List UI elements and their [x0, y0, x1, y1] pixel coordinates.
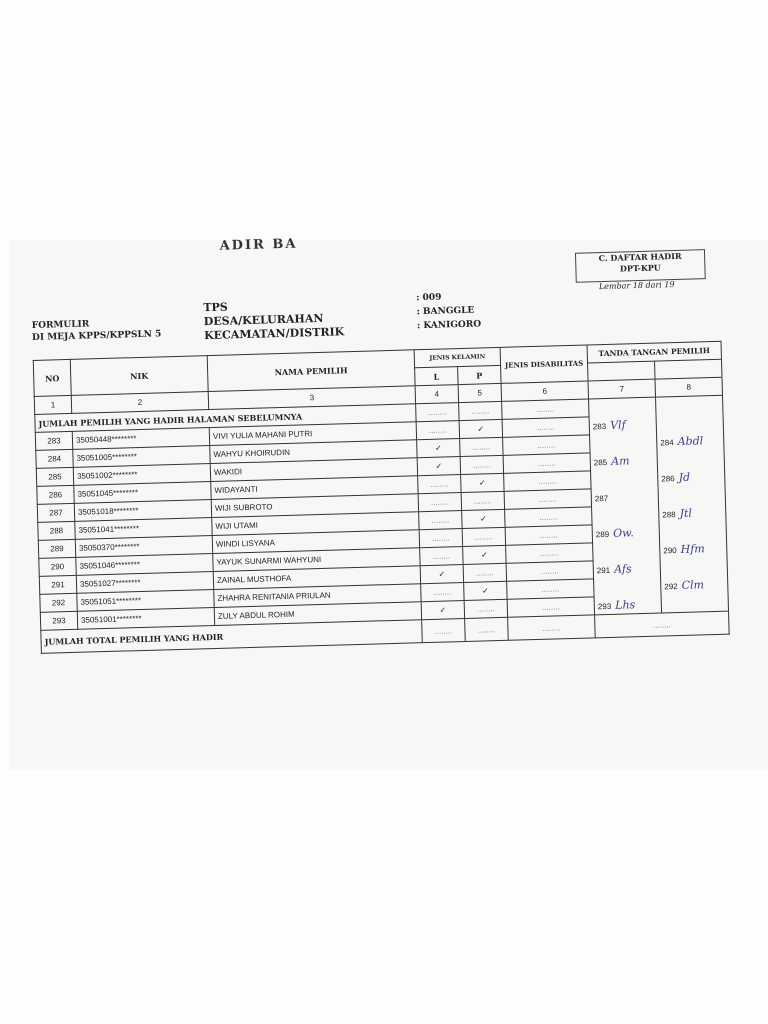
col-p-header: P [458, 365, 501, 384]
col-num-7: 7 [588, 379, 655, 399]
row-signature-col7 [593, 541, 660, 561]
row-no: 286 [37, 485, 74, 504]
row-l-mark: ........ [418, 475, 461, 494]
row-l-mark: ........ [416, 421, 459, 440]
handwritten-signature: Jd [678, 470, 691, 484]
row-signature-col8 [658, 485, 725, 505]
prev-total-label: JUMLAH PEMILIH YANG HADIR HALAMAN SEBELUMNYA [35, 404, 416, 433]
prev-total-p: ........ [459, 401, 502, 420]
col-jk-header: JENIS KELAMIN [414, 347, 500, 367]
row-nama: WAHYU KHOIRUDIN [210, 440, 417, 464]
row-nama: WAKIDI [210, 458, 417, 482]
row-signature-col8 [660, 539, 727, 559]
row-nama: WIJI SUBROTO [211, 494, 418, 518]
row-disabilitas: ........ [503, 435, 590, 455]
signature-number: 291 [596, 565, 611, 576]
signature-number: 288 [662, 510, 676, 520]
row-nama: WIDAYANTI [211, 476, 418, 500]
row-signature-col8 [658, 467, 725, 487]
row-l-mark: ✓ [417, 439, 460, 458]
handwritten-signature: Jtl [679, 506, 693, 520]
form-code-box [575, 249, 706, 283]
col-num-8: 8 [655, 377, 722, 397]
row-signature-col7 [592, 505, 659, 525]
col-ttd-spacer-2 [655, 359, 722, 379]
row-signature-col8 [657, 431, 724, 451]
cut-heading-fragment: ADIR BA [219, 236, 298, 254]
row-signature-col7 [590, 433, 657, 453]
row-nama: ZHAHRA RENITANIA PRIULAN [214, 584, 421, 608]
row-nama: VIVI YULIA MAHANI PUTRI [209, 422, 416, 446]
prev-total-sig-2 [656, 395, 723, 415]
row-no: 289 [38, 539, 75, 558]
row-nik: 35051027******** [76, 572, 213, 594]
signature-number: 284 [660, 438, 674, 448]
signature-number: 293 [597, 601, 612, 612]
signature-number: 292 [664, 582, 678, 592]
row-disabilitas: ........ [507, 579, 594, 599]
row-signature-col7 [594, 577, 661, 597]
desa-label: DESA/KELURAHAN [203, 311, 324, 329]
signature-number: 289 [595, 529, 610, 540]
row-signature-col8 [659, 503, 726, 523]
row-nama: ZULY ABDUL ROHIM [214, 602, 421, 626]
row-signature-col8 [659, 521, 726, 541]
row-disabilitas: ........ [504, 471, 591, 491]
row-disabilitas: ........ [504, 489, 591, 509]
form-code-line1: C. DAFTAR HADIR [598, 250, 682, 264]
row-signature-col7 [590, 451, 657, 471]
row-disabilitas: ........ [503, 453, 590, 473]
handwritten-signature: Hfm [680, 542, 705, 556]
row-disabilitas: ........ [505, 507, 592, 527]
row-l-mark: ✓ [420, 565, 463, 584]
col-num-1: 1 [34, 395, 71, 414]
col-num-5: 5 [458, 383, 501, 402]
row-signature-col7 [591, 469, 658, 489]
voter-table [33, 341, 730, 654]
row-signature-col7 [591, 487, 658, 507]
signature-number: 286 [661, 474, 675, 484]
tps-label: TPS [203, 300, 228, 315]
row-l-mark: ........ [420, 547, 463, 566]
col-disabilitas-header: JENIS DISABILITAS [500, 345, 588, 383]
handwritten-signature: Am [610, 454, 630, 468]
col-nik-header: NIK [70, 356, 208, 396]
row-disabilitas: ........ [506, 561, 593, 581]
row-p-mark: ........ [463, 563, 506, 582]
kecamatan-label: KECAMATAN/DISTRIK [203, 325, 345, 343]
row-l-mark: ✓ [417, 457, 460, 476]
tps-value: : 009 [416, 292, 442, 304]
row-signature-col8 [656, 413, 723, 433]
row-nik: 35051051******** [77, 589, 214, 611]
col-ttd-spacer-1 [588, 361, 655, 381]
row-nik: 35051046******** [76, 554, 213, 576]
row-p-mark: ........ [460, 455, 503, 474]
col-l-header: L [415, 367, 458, 386]
signature-number: 283 [592, 421, 607, 432]
col-num-2: 2 [71, 392, 208, 414]
row-nik: 35051041******** [75, 518, 212, 540]
col-no-header: NO [33, 359, 71, 396]
handwritten-signature: Vlf [609, 418, 626, 432]
location-values [416, 289, 481, 333]
row-no: 288 [38, 521, 75, 540]
row-nik: 35050448******** [72, 428, 209, 450]
row-p-mark: ✓ [459, 419, 502, 438]
row-p-mark: ........ [462, 527, 505, 546]
total-p: ........ [465, 617, 509, 641]
row-signature-col7 [593, 559, 660, 579]
page-note: Lembar 18 dari 19 [598, 280, 675, 292]
col-num-6: 6 [501, 381, 588, 401]
signature-number: 287 [594, 493, 609, 504]
col-num-4: 4 [415, 385, 458, 404]
attendance-form [30, 236, 741, 681]
row-p-mark: ........ [460, 437, 503, 456]
form-code-line2: DPT-KPU [619, 262, 661, 274]
row-p-mark: ........ [464, 599, 507, 618]
row-nama: YAYUK SUNARMI WAHYUNI [213, 548, 420, 572]
row-nik: 35051001******** [77, 607, 214, 629]
row-nama: WINDI LISYANA [212, 530, 419, 554]
prev-total-disabilitas: ........ [502, 399, 589, 419]
total-disabilitas: ........ [508, 615, 596, 640]
col-ttd-header: TANDA TANGAN PEMILIH [587, 341, 721, 363]
row-nik: 35050370******** [75, 536, 212, 558]
row-p-mark: ✓ [463, 545, 506, 564]
row-no: 285 [36, 467, 73, 486]
total-signature: ........ [595, 611, 730, 638]
row-disabilitas: ........ [506, 543, 593, 563]
row-signature-col7 [589, 415, 656, 435]
desa-value: : BANGGLE [416, 305, 475, 318]
row-no: 290 [39, 557, 76, 576]
row-no: 283 [35, 431, 72, 450]
row-l-mark: ........ [418, 493, 461, 512]
row-no: 287 [37, 503, 74, 522]
formulir-label: FORMULIR [31, 319, 90, 331]
handwritten-signature: Ow. [612, 526, 634, 540]
col-nama-header: NAMA PEMILIH [207, 350, 415, 392]
handwritten-signature: Afs [613, 562, 632, 576]
row-nama: WIJI UTAMI [212, 512, 419, 536]
row-nama: ZAINAL MUSTHOFA [213, 566, 420, 590]
row-p-mark: ✓ [462, 509, 505, 528]
row-signature-col8 [661, 575, 728, 595]
total-l: ........ [422, 619, 466, 643]
signature-number: 290 [663, 546, 677, 556]
row-disabilitas: ........ [505, 525, 592, 545]
row-signature-col8 [660, 557, 727, 577]
row-l-mark: ........ [421, 583, 464, 602]
row-nik: 35051018******** [74, 500, 211, 522]
handwritten-signature: Clm [681, 578, 705, 592]
row-disabilitas: ........ [502, 417, 589, 437]
total-label: JUMLAH TOTAL PEMILIH YANG HADIR [41, 620, 422, 654]
row-signature-col7 [592, 523, 659, 543]
kecamatan-value: : KANIGORO [416, 319, 482, 332]
row-no: 292 [40, 593, 77, 612]
location-labels [203, 297, 344, 343]
row-signature-col8 [657, 449, 724, 469]
row-nik: 35051005******** [73, 446, 210, 468]
signature-number: 285 [593, 457, 608, 468]
row-p-mark: ✓ [464, 581, 507, 600]
prev-total-l: ........ [416, 403, 459, 422]
row-p-mark: ........ [461, 491, 504, 510]
row-signature-col8 [661, 593, 728, 613]
row-l-mark: ........ [419, 511, 462, 530]
handwritten-signature: Abdl [677, 434, 704, 448]
meja-label: DI MEJA KPPS/KPPSLN 5 [31, 329, 162, 343]
row-signature-col7 [594, 595, 661, 615]
row-p-mark: ✓ [461, 473, 504, 492]
row-no: 284 [36, 449, 73, 468]
row-nik: 35051045******** [74, 482, 211, 504]
row-no: 293 [40, 611, 77, 630]
handwritten-signature: Lhs [614, 597, 636, 612]
row-no: 291 [39, 575, 76, 594]
row-l-mark: ........ [419, 529, 462, 548]
form-title-block [32, 316, 162, 344]
col-num-3: 3 [208, 386, 415, 410]
row-disabilitas: ........ [507, 597, 594, 617]
prev-total-sig-1 [589, 397, 656, 417]
row-l-mark: ✓ [421, 601, 464, 620]
row-nik: 35051002******** [73, 464, 210, 486]
